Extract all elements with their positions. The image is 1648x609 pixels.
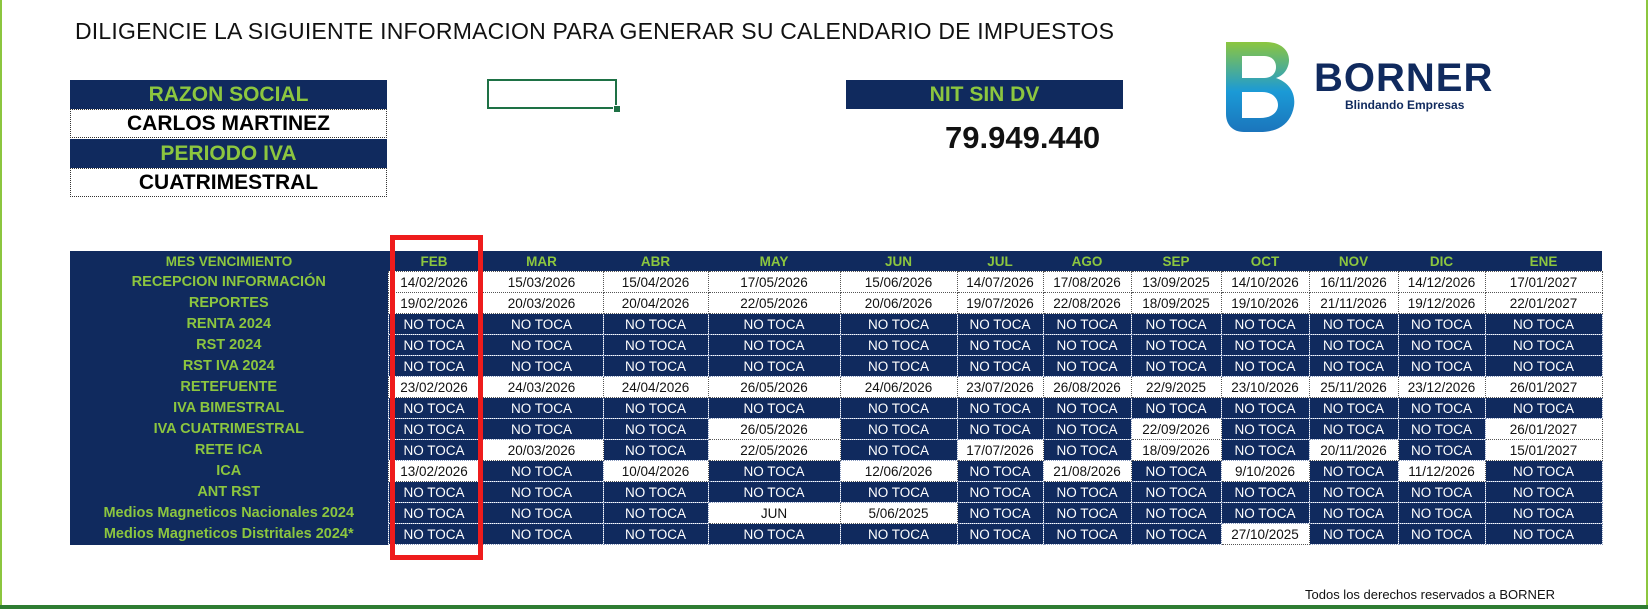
- calendar-cell[interactable]: NO TOCA: [603, 335, 708, 356]
- table-row: [70, 293, 1602, 314]
- month-header-may: MAY: [708, 251, 840, 272]
- calendar-cell[interactable]: NO TOCA: [1043, 335, 1131, 356]
- row-label: Medios Magneticos Distritales 2024*: [70, 524, 388, 545]
- calendar-cell[interactable]: NO TOCA: [1221, 356, 1309, 377]
- nit-label: NIT SIN DV: [846, 80, 1123, 109]
- calendar-cell[interactable]: NO TOCA: [708, 335, 840, 356]
- row-label: Medios Magneticos Nacionales 2024: [70, 503, 388, 524]
- calendar-cell[interactable]: NO TOCA: [1043, 482, 1131, 503]
- calendar-cell[interactable]: NO TOCA: [1485, 335, 1602, 356]
- calendar-cell[interactable]: 21/08/2026: [1043, 461, 1131, 482]
- calendar-cell[interactable]: NO TOCA: [1309, 335, 1398, 356]
- calendar-cell[interactable]: 22/05/2026: [708, 440, 840, 461]
- calendar-cell[interactable]: NO TOCA: [1309, 398, 1398, 419]
- calendar-cell[interactable]: NO TOCA: [388, 398, 480, 419]
- table-row: [70, 398, 1602, 419]
- row-label: RETE ICA: [70, 440, 388, 461]
- calendar-cell[interactable]: NO TOCA: [1309, 524, 1398, 545]
- calendar-cell[interactable]: NO TOCA: [1398, 398, 1485, 419]
- month-header-ago: AGO: [1043, 251, 1131, 272]
- table-row: [70, 419, 1602, 440]
- calendar-cell[interactable]: 20/06/2026: [840, 293, 957, 314]
- calendar-cell[interactable]: NO TOCA: [840, 398, 957, 419]
- calendar-cell[interactable]: 26/08/2026: [1043, 377, 1131, 398]
- calendar-cell[interactable]: 19/07/2026: [957, 293, 1043, 314]
- calendar-cell[interactable]: NO TOCA: [1485, 314, 1602, 335]
- razon-social-value[interactable]: CARLOS MARTINEZ: [70, 109, 387, 138]
- calendar-cell[interactable]: 26/05/2026: [708, 377, 840, 398]
- calendar-cell[interactable]: 21/11/2026: [1309, 293, 1398, 314]
- calendar-cell[interactable]: 23/02/2026: [388, 377, 480, 398]
- calendar-cell[interactable]: 17/01/2027: [1485, 272, 1602, 293]
- calendar-cell[interactable]: 14/07/2026: [957, 272, 1043, 293]
- calendar-cell[interactable]: 15/04/2026: [603, 272, 708, 293]
- calendar-cell[interactable]: NO TOCA: [603, 356, 708, 377]
- page-title: DILIGENCIE LA SIGUIENTE INFORMACION PARA GENERAR SU CALENDARIO DE IMPUESTOS: [75, 18, 1115, 44]
- calendar-cell[interactable]: NO TOCA: [1398, 314, 1485, 335]
- calendar-cell[interactable]: NO TOCA: [388, 440, 480, 461]
- calendar-cell[interactable]: 13/02/2026: [388, 461, 480, 482]
- calendar-cell[interactable]: 22/9/2025: [1131, 377, 1221, 398]
- calendar-cell[interactable]: NO TOCA: [480, 419, 603, 440]
- calendar-cell[interactable]: 11/12/2026: [1398, 461, 1485, 482]
- table-row: [70, 335, 1602, 356]
- calendar-cell[interactable]: 23/07/2026: [957, 377, 1043, 398]
- table-row: [70, 356, 1602, 377]
- calendar-cell[interactable]: 24/04/2026: [603, 377, 708, 398]
- calendar-cell[interactable]: NO TOCA: [1221, 503, 1309, 524]
- calendar-cell[interactable]: NO TOCA: [1043, 440, 1131, 461]
- calendar-cell[interactable]: NO TOCA: [1131, 314, 1221, 335]
- brand-tagline: Blindando Empresas: [1345, 98, 1465, 112]
- row-label: IVA BIMESTRAL: [70, 398, 388, 419]
- calendar-cell[interactable]: NO TOCA: [1485, 503, 1602, 524]
- calendar-cell[interactable]: NO TOCA: [388, 356, 480, 377]
- calendar-cell[interactable]: 18/09/2026: [1131, 440, 1221, 461]
- calendar-cell[interactable]: NO TOCA: [388, 335, 480, 356]
- calendar-cell[interactable]: NO TOCA: [1485, 356, 1602, 377]
- calendar-cell[interactable]: 22/09/2026: [1131, 419, 1221, 440]
- calendar-cell[interactable]: 24/03/2026: [480, 377, 603, 398]
- calendar-cell[interactable]: NO TOCA: [708, 356, 840, 377]
- calendar-cell[interactable]: NO TOCA: [603, 314, 708, 335]
- table-row: [70, 314, 1602, 335]
- month-header-dic: DIC: [1398, 251, 1485, 272]
- calendar-cell[interactable]: 23/10/2026: [1221, 377, 1309, 398]
- calendar-cell[interactable]: 17/05/2026: [708, 272, 840, 293]
- brand-name: BORNER: [1314, 56, 1494, 100]
- calendar-cell[interactable]: 13/09/2025: [1131, 272, 1221, 293]
- month-header-mar: MAR: [480, 251, 603, 272]
- table-row: [70, 461, 1602, 482]
- calendar-cell[interactable]: NO TOCA: [1221, 398, 1309, 419]
- calendar-cell[interactable]: NO TOCA: [480, 356, 603, 377]
- calendar-cell[interactable]: NO TOCA: [1221, 482, 1309, 503]
- calendar-cell[interactable]: NO TOCA: [603, 419, 708, 440]
- calendar-cell[interactable]: NO TOCA: [840, 524, 957, 545]
- calendar-cell[interactable]: NO TOCA: [480, 314, 603, 335]
- calendar-cell[interactable]: NO TOCA: [1309, 419, 1398, 440]
- calendar-cell[interactable]: NO TOCA: [1398, 335, 1485, 356]
- calendar-cell[interactable]: 17/07/2026: [957, 440, 1043, 461]
- table-row: [70, 503, 1602, 524]
- calendar-cell[interactable]: NO TOCA: [1221, 440, 1309, 461]
- calendar-cell[interactable]: NO TOCA: [603, 398, 708, 419]
- sheet-border-bottom: [0, 605, 1648, 609]
- calendar-cell[interactable]: 14/10/2026: [1221, 272, 1309, 293]
- calendar-cell[interactable]: NO TOCA: [840, 419, 957, 440]
- calendar-cell[interactable]: NO TOCA: [1043, 419, 1131, 440]
- row-label: REPORTES: [70, 293, 388, 314]
- calendar-cell[interactable]: NO TOCA: [603, 524, 708, 545]
- month-header-jun: JUN: [840, 251, 957, 272]
- calendar-cell[interactable]: 14/02/2026: [388, 272, 480, 293]
- calendar-cell[interactable]: NO TOCA: [1309, 461, 1398, 482]
- calendar-cell[interactable]: NO TOCA: [480, 335, 603, 356]
- calendar-cell[interactable]: JUN: [708, 503, 840, 524]
- calendar-cell[interactable]: 20/03/2026: [480, 293, 603, 314]
- calendar-cell[interactable]: NO TOCA: [957, 419, 1043, 440]
- calendar-cell[interactable]: NO TOCA: [480, 503, 603, 524]
- month-header-nov: NOV: [1309, 251, 1398, 272]
- calendar-cell[interactable]: NO TOCA: [1309, 482, 1398, 503]
- calendar-cell[interactable]: NO TOCA: [603, 482, 708, 503]
- calendar-cell[interactable]: NO TOCA: [957, 398, 1043, 419]
- calendar-cell[interactable]: 26/01/2027: [1485, 377, 1602, 398]
- month-header-label: MES VENCIMIENTO: [70, 251, 388, 272]
- calendar-cell[interactable]: 22/01/2027: [1485, 293, 1602, 314]
- calendar-cell[interactable]: NO TOCA: [957, 524, 1043, 545]
- calendar-cell[interactable]: NO TOCA: [840, 440, 957, 461]
- calendar-cell[interactable]: NO TOCA: [1043, 398, 1131, 419]
- calendar-cell[interactable]: NO TOCA: [957, 356, 1043, 377]
- calendar-cell[interactable]: NO TOCA: [708, 314, 840, 335]
- calendar-cell[interactable]: 15/01/2027: [1485, 440, 1602, 461]
- month-header-jul: JUL: [957, 251, 1043, 272]
- row-label: RETEFUENTE: [70, 377, 388, 398]
- calendar-cell[interactable]: NO TOCA: [388, 524, 480, 545]
- calendar-cell[interactable]: NO TOCA: [1485, 524, 1602, 545]
- calendar-cell[interactable]: NO TOCA: [480, 524, 603, 545]
- row-label: RENTA 2024: [70, 314, 388, 335]
- tax-calendar-table: [70, 251, 1603, 545]
- row-label: ICA: [70, 461, 388, 482]
- calendar-cell[interactable]: NO TOCA: [1043, 503, 1131, 524]
- month-header-ene: ENE: [1485, 251, 1602, 272]
- calendar-cell[interactable]: NO TOCA: [1398, 482, 1485, 503]
- calendar-cell[interactable]: 22/08/2026: [1043, 293, 1131, 314]
- footer-copyright: Todos los derechos reservados a BORNER: [1305, 587, 1556, 602]
- table-row: [70, 482, 1602, 503]
- table-row: [70, 440, 1602, 461]
- calendar-cell[interactable]: NO TOCA: [1485, 398, 1602, 419]
- calendar-cell[interactable]: NO TOCA: [1309, 503, 1398, 524]
- calendar-cell[interactable]: NO TOCA: [1485, 482, 1602, 503]
- calendar-cell[interactable]: 9/10/2026: [1221, 461, 1309, 482]
- calendar-cell[interactable]: 15/03/2026: [480, 272, 603, 293]
- calendar-cell[interactable]: NO TOCA: [1309, 356, 1398, 377]
- month-header-feb: FEB: [388, 251, 480, 272]
- periodo-iva-value[interactable]: CUATRIMESTRAL: [70, 168, 387, 197]
- calendar-cell[interactable]: NO TOCA: [1043, 314, 1131, 335]
- calendar-cell[interactable]: NO TOCA: [480, 461, 603, 482]
- razon-social-label: RAZON SOCIAL: [70, 80, 387, 109]
- calendar-cell[interactable]: NO TOCA: [1043, 356, 1131, 377]
- row-label: IVA CUATRIMESTRAL: [70, 419, 388, 440]
- calendar-cell[interactable]: 19/10/2026: [1221, 293, 1309, 314]
- month-header-oct: OCT: [1221, 251, 1309, 272]
- calendar-cell[interactable]: 25/11/2026: [1309, 377, 1398, 398]
- calendar-cell[interactable]: NO TOCA: [708, 398, 840, 419]
- calendar-cell[interactable]: NO TOCA: [708, 524, 840, 545]
- calendar-cell[interactable]: NO TOCA: [1131, 482, 1221, 503]
- calendar-cell[interactable]: 20/04/2026: [603, 293, 708, 314]
- calendar-cell[interactable]: NO TOCA: [1131, 524, 1221, 545]
- calendar-cell[interactable]: 16/11/2026: [1309, 272, 1398, 293]
- calendar-cell[interactable]: 15/06/2026: [840, 272, 957, 293]
- calendar-cell[interactable]: NO TOCA: [1131, 461, 1221, 482]
- calendar-cell[interactable]: NO TOCA: [1221, 335, 1309, 356]
- calendar-cell[interactable]: 19/02/2026: [388, 293, 480, 314]
- calendar-cell[interactable]: NO TOCA: [1131, 503, 1221, 524]
- calendar-cell[interactable]: NO TOCA: [840, 482, 957, 503]
- row-label: RST 2024: [70, 335, 388, 356]
- calendar-cell[interactable]: NO TOCA: [1309, 314, 1398, 335]
- calendar-cell[interactable]: NO TOCA: [480, 482, 603, 503]
- calendar-header-row: [70, 251, 1602, 272]
- calendar-cell[interactable]: NO TOCA: [957, 335, 1043, 356]
- calendar-cell[interactable]: NO TOCA: [957, 482, 1043, 503]
- calendar-cell[interactable]: 19/12/2026: [1398, 293, 1485, 314]
- calendar-cell[interactable]: NO TOCA: [1398, 356, 1485, 377]
- periodo-iva-label: PERIODO IVA: [70, 139, 387, 168]
- calendar-cell[interactable]: NO TOCA: [388, 482, 480, 503]
- calendar-cell[interactable]: 14/12/2026: [1398, 272, 1485, 293]
- row-label: RECEPCION INFORMACIÓN: [70, 272, 388, 293]
- calendar-cell[interactable]: 12/06/2026: [840, 461, 957, 482]
- calendar-cell[interactable]: 17/08/2026: [1043, 272, 1131, 293]
- calendar-cell[interactable]: 20/11/2026: [1309, 440, 1398, 461]
- table-row: [70, 524, 1602, 545]
- calendar-cell[interactable]: NO TOCA: [840, 356, 957, 377]
- calendar-cell[interactable]: NO TOCA: [708, 482, 840, 503]
- calendar-cell[interactable]: NO TOCA: [708, 461, 840, 482]
- calendar-cell[interactable]: NO TOCA: [1221, 314, 1309, 335]
- calendar-cell[interactable]: 24/06/2026: [840, 377, 957, 398]
- calendar-cell[interactable]: NO TOCA: [480, 398, 603, 419]
- calendar-cell[interactable]: NO TOCA: [1398, 524, 1485, 545]
- calendar-cell[interactable]: NO TOCA: [603, 440, 708, 461]
- sheet-border-left: [0, 0, 2, 609]
- calendar-cell[interactable]: 18/09/2025: [1131, 293, 1221, 314]
- calendar-cell[interactable]: NO TOCA: [957, 461, 1043, 482]
- calendar-cell[interactable]: NO TOCA: [1131, 356, 1221, 377]
- calendar-cell[interactable]: NO TOCA: [1131, 335, 1221, 356]
- month-header-sep: SEP: [1131, 251, 1221, 272]
- calendar-cell[interactable]: NO TOCA: [388, 503, 480, 524]
- calendar-cell[interactable]: NO TOCA: [1485, 461, 1602, 482]
- table-row: [70, 377, 1602, 398]
- calendar-cell[interactable]: 26/01/2027: [1485, 419, 1602, 440]
- table-row: [70, 272, 1602, 293]
- calendar-cell[interactable]: NO TOCA: [388, 419, 480, 440]
- calendar-cell[interactable]: NO TOCA: [1398, 440, 1485, 461]
- calendar-cell[interactable]: 26/05/2026: [708, 419, 840, 440]
- nit-value[interactable]: 79.949.440: [945, 120, 1101, 155]
- calendar-cell[interactable]: 20/03/2026: [480, 440, 603, 461]
- calendar-cell[interactable]: NO TOCA: [840, 335, 957, 356]
- feb-column-highlight: [390, 235, 483, 560]
- month-header-abr: ABR: [603, 251, 708, 272]
- calendar-cell[interactable]: NO TOCA: [1131, 398, 1221, 419]
- calendar-cell[interactable]: NO TOCA: [388, 314, 480, 335]
- calendar-cell[interactable]: NO TOCA: [840, 314, 957, 335]
- calendar-cell[interactable]: NO TOCA: [1043, 524, 1131, 545]
- calendar-cell[interactable]: NO TOCA: [957, 503, 1043, 524]
- calendar-cell[interactable]: NO TOCA: [603, 503, 708, 524]
- calendar-cell[interactable]: 22/05/2026: [708, 293, 840, 314]
- calendar-cell[interactable]: 27/10/2025: [1221, 524, 1309, 545]
- calendar-cell[interactable]: 23/12/2026: [1398, 377, 1485, 398]
- calendar-cell[interactable]: 10/04/2026: [603, 461, 708, 482]
- calendar-cell[interactable]: 5/06/2025: [840, 503, 957, 524]
- selected-cell[interactable]: [487, 79, 617, 109]
- row-label: ANT RST: [70, 482, 388, 503]
- fill-handle[interactable]: [613, 105, 621, 113]
- calendar-cell[interactable]: NO TOCA: [957, 314, 1043, 335]
- row-label: RST IVA 2024: [70, 356, 388, 377]
- calendar-cell[interactable]: NO TOCA: [1221, 419, 1309, 440]
- calendar-cell[interactable]: NO TOCA: [1398, 503, 1485, 524]
- calendar-cell[interactable]: NO TOCA: [1398, 419, 1485, 440]
